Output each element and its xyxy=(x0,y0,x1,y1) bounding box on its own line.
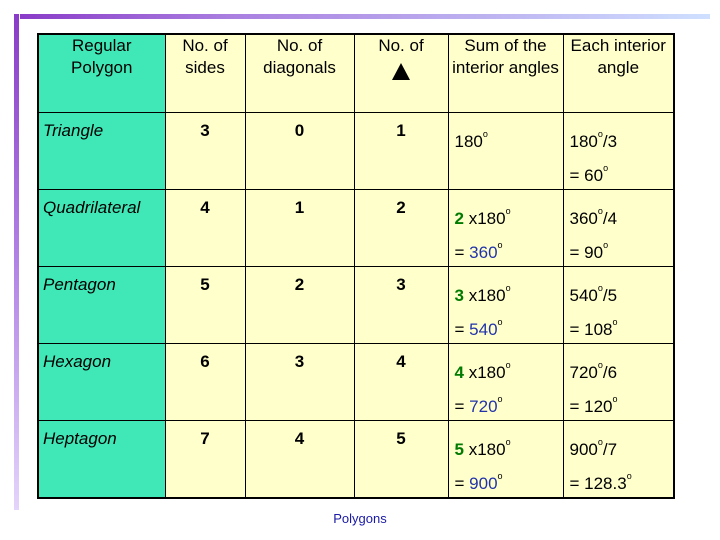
sum-multiplier: 5 xyxy=(454,440,464,459)
header-no-of-label: No. of xyxy=(378,36,424,55)
each-numerator: 900 xyxy=(569,440,598,459)
each-result: = 128.3 xyxy=(569,474,627,493)
degree-mark: o xyxy=(597,360,603,370)
each-result: = 90 xyxy=(569,243,604,262)
triangles-cell: 2 xyxy=(354,190,448,267)
diagonals-cell: 0 xyxy=(245,113,354,190)
top-accent-bar xyxy=(20,14,710,19)
polygon-name: Pentagon xyxy=(38,267,165,344)
sides-cell: 6 xyxy=(165,344,245,421)
diagonals-cell: 3 xyxy=(245,344,354,421)
each-divisor: /5 xyxy=(602,286,618,305)
degree-mark: o xyxy=(597,206,603,216)
triangles-cell: 5 xyxy=(354,421,448,499)
polygon-name: Triangle xyxy=(38,113,165,190)
degree-mark: o xyxy=(612,317,618,327)
triangle-icon xyxy=(392,63,410,80)
header-no-of-sides: No. of sides xyxy=(165,34,245,113)
degree-mark: o xyxy=(505,360,511,370)
header-sum-interior-angles: Sum of the interior angles xyxy=(448,34,563,113)
header-each-interior-angle: Each interior angle xyxy=(563,34,674,113)
header-regular-polygon: Regular Polygon xyxy=(38,34,165,113)
sides-cell: 5 xyxy=(165,267,245,344)
sum-multiplier: 2 xyxy=(454,209,464,228)
sum-base: 180 xyxy=(454,132,483,151)
each-divisor: /3 xyxy=(602,132,618,151)
header-no-of-diagonals: No. of diagonals xyxy=(245,34,354,113)
sides-cell: 4 xyxy=(165,190,245,267)
table-row xyxy=(38,267,674,344)
polygon-name: Quadrilateral xyxy=(38,190,165,267)
slide-footer: Polygons xyxy=(333,511,387,526)
sum-multiplier: 3 xyxy=(454,286,464,305)
each-numerator: 360 xyxy=(569,209,598,228)
degree-mark: o xyxy=(603,240,609,250)
sum-result: 360 xyxy=(469,243,498,262)
sum-result: 720 xyxy=(469,397,498,416)
each-result: = 108 xyxy=(569,320,613,339)
sum-cell xyxy=(448,190,563,267)
times-sign: x xyxy=(468,440,478,459)
degree-mark: o xyxy=(505,283,511,293)
sum-cell xyxy=(448,421,563,499)
degree-mark: o xyxy=(597,283,603,293)
triangles-cell: 1 xyxy=(354,113,448,190)
degree-mark: o xyxy=(497,317,503,327)
equals-sign: = xyxy=(454,397,465,416)
times-sign: x xyxy=(468,209,478,228)
table-row xyxy=(38,344,674,421)
sum-result: 900 xyxy=(469,474,498,493)
each-cell xyxy=(563,344,674,421)
each-cell xyxy=(563,113,674,190)
triangles-cell: 3 xyxy=(354,267,448,344)
table-header-row xyxy=(38,34,674,113)
equals-sign: = xyxy=(454,474,465,493)
header-no-of-triangles xyxy=(354,34,448,113)
sum-base: 180 xyxy=(477,363,506,382)
sum-base: 180 xyxy=(477,286,506,305)
table-row xyxy=(38,421,674,499)
equals-sign: = xyxy=(454,320,465,339)
degree-mark: o xyxy=(505,437,511,447)
each-cell xyxy=(563,267,674,344)
sum-cell xyxy=(448,344,563,421)
table-row xyxy=(38,190,674,267)
sides-cell: 3 xyxy=(165,113,245,190)
each-divisor: /7 xyxy=(602,440,618,459)
polygon-table xyxy=(37,33,675,499)
degree-mark: o xyxy=(597,129,603,139)
side-accent-bar xyxy=(14,14,19,510)
triangles-cell: 4 xyxy=(354,344,448,421)
table-row xyxy=(38,113,674,190)
sides-cell: 7 xyxy=(165,421,245,499)
degree-mark: o xyxy=(482,129,488,139)
each-result: = 60 xyxy=(569,166,604,185)
polygon-name: Hexagon xyxy=(38,344,165,421)
each-numerator: 540 xyxy=(569,286,598,305)
degree-mark: o xyxy=(597,437,603,447)
each-result: = 120 xyxy=(569,397,613,416)
sum-result: 540 xyxy=(469,320,498,339)
sum-base: 180 xyxy=(477,440,506,459)
degree-mark: o xyxy=(497,394,503,404)
each-divisor: /4 xyxy=(602,209,618,228)
equals-sign: = xyxy=(454,243,465,262)
times-sign: x xyxy=(468,286,478,305)
diagonals-cell: 4 xyxy=(245,421,354,499)
degree-mark: o xyxy=(612,394,618,404)
each-cell xyxy=(563,190,674,267)
degree-mark: o xyxy=(505,206,511,216)
sum-base: 180 xyxy=(477,209,506,228)
degree-mark: o xyxy=(497,471,503,481)
degree-mark: o xyxy=(497,240,503,250)
sum-multiplier: 4 xyxy=(454,363,464,382)
times-sign: x xyxy=(468,363,478,382)
polygon-name: Heptagon xyxy=(38,421,165,499)
degree-mark: o xyxy=(603,163,609,173)
sum-cell xyxy=(448,267,563,344)
each-divisor: /6 xyxy=(602,363,618,382)
diagonals-cell: 1 xyxy=(245,190,354,267)
each-numerator: 720 xyxy=(569,363,598,382)
degree-mark: o xyxy=(626,471,632,481)
each-cell xyxy=(563,421,674,499)
each-numerator: 180 xyxy=(569,132,598,151)
diagonals-cell: 2 xyxy=(245,267,354,344)
sum-cell xyxy=(448,113,563,190)
